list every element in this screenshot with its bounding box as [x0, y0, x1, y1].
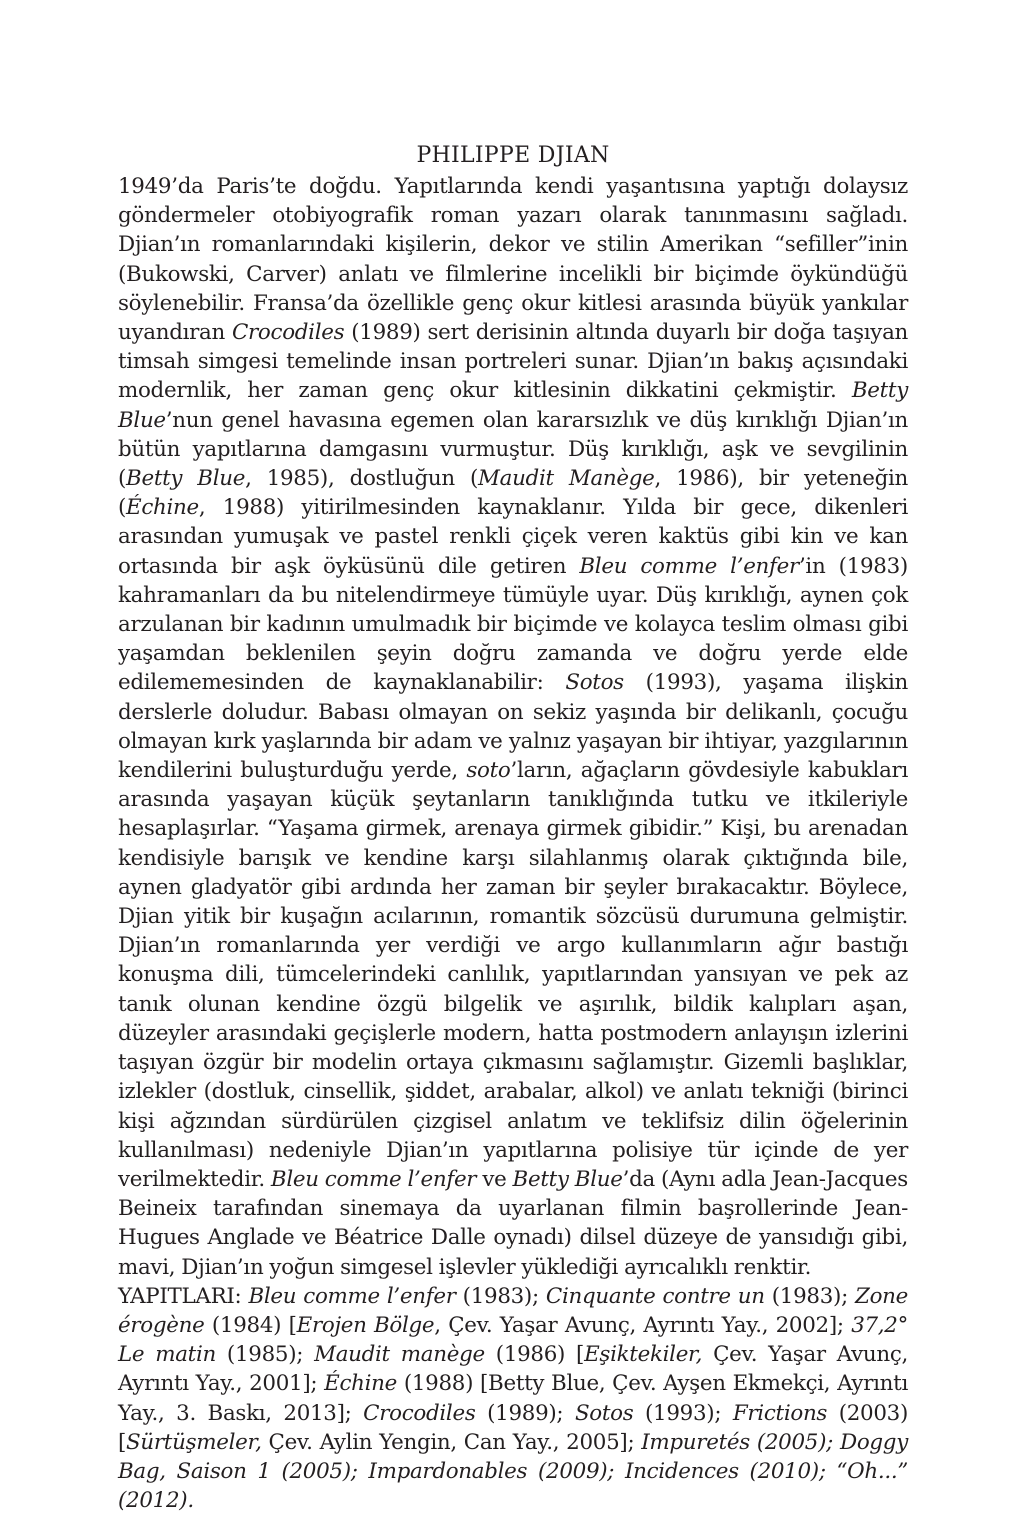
work-detail: (2003) [	[118, 1400, 909, 1455]
work-detail: (1986) [	[484, 1342, 585, 1368]
work-title: Bleu comme l’enfer	[270, 1166, 477, 1192]
bio-text: ’da (Aynı adla Jean-Jacques Beineix tarafından sinemaya da uyarlanan filmin başrollerinde Jean-Hugues Anglade ve Béatrice Dalle oynadı) dilsel düzeye de yansıdığı gibi, mavi, Djian’ın yoğun simgesel işlevler yüklediği ayrıcalıklı renktir.	[118, 1166, 908, 1280]
work-detail: (1985);	[215, 1342, 315, 1368]
work-title: Maudit Manège	[478, 466, 655, 492]
biography-paragraph	[118, 172, 908, 1282]
work-title: Crocodiles	[363, 1400, 476, 1426]
work-title: soto	[466, 758, 511, 784]
work-title: Bleu comme l’enfer	[248, 1283, 456, 1309]
bio-text: (1993), yaşama ilişkin derslerle doludur. Babası olmayan on sekiz yaşında bir delikanlı, çocuğu olmayan kırk yaşlarında bir adam ve yalnız yaşayan bir ihtiyar, yazgılarının kendilerini buluşturduğu yerde,	[118, 670, 908, 784]
works-label: YAPITLARI:	[118, 1283, 249, 1309]
works-list	[118, 1282, 908, 1516]
bio-text: ’in (1983) kahramanları da bu nitelendirmeye tümüyle uyar. Düş kırıklığı, aynen çok arzulanan bir kadının umulmadık bir biçimde ve kolayca teslim olması gibi yaşamdan beklenilen şeyin doğru zamanda ve doğru yerde elde edilememesinden de kaynaklanabilir:	[118, 553, 908, 696]
work-title: Échine	[324, 1371, 397, 1397]
work-detail: (1983);	[455, 1283, 546, 1309]
work-title: Zone érogène	[118, 1283, 908, 1338]
bio-text: ’nun genel havasına egemen olan kararsızlık ve düş kırıklığı Djian’ın bütün yapıtlarına damgasını vurmuştur. Düş kırıklığı, aşk ve sevgilinin (	[118, 407, 908, 492]
work-title: Betty Blue	[126, 466, 246, 492]
work-title: Betty Blue	[512, 1166, 623, 1192]
bio-text: 1949’da Paris’te doğdu. Yapıtlarında kendi yaşantısına yaptığı dolaysız göndermeler otobiyografik roman yazarı olarak tanınmasını sağladı. Djian’ın romanlarındaki kişilerin, dekor ve stilin Amerikan “sefiller”inin (Bukowski, Carver) anlatı ve filmlerine incelikli bir biçimde öykündüğü söylenebilir. Fransa’da özellikle genç okur kitlesi arasında büyük yankılar uyandıran	[118, 174, 908, 346]
work-detail: (1993);	[633, 1400, 733, 1426]
work-title: 37,2° Le matin	[118, 1312, 909, 1368]
work-title: Frictions	[732, 1400, 828, 1426]
works-remainder: Impuretés (2005); Doggy Bag, Saison 1 (2005); Impardonables (2009); Incidences (2010); “Oh...” (2012).	[118, 1429, 908, 1514]
work-detail: (1988) [Betty Blue, Çev. Ayşen Ekmekçi, Ayrıntı Yay., 3. Baskı, 2013];	[118, 1371, 908, 1426]
work-title: Cinquante contre un	[545, 1283, 765, 1309]
work-detail: , Çev. Yaşar Avunç, Ayrıntı Yay., 2002];	[434, 1312, 852, 1338]
work-title: Maudit manège	[314, 1342, 485, 1368]
author-heading: PHILIPPE DJIAN	[416, 143, 610, 168]
work-title: Sotos	[565, 670, 624, 696]
work-detail: Çev. Aylin Yengin, Can Yay., 2005];	[261, 1429, 642, 1455]
bio-text: (1989) sert derisinin altında duyarlı bir doğa taşıyan timsah simgesi temelinde insan portreleri sunar. Djian’ın bakış açısındaki modernlik, her zaman genç okur kitlesinin dikkatini çekmiştir.	[118, 320, 909, 404]
bio-text: , 1985), dostluğun (	[245, 466, 479, 492]
work-detail: Çev. Yaşar Avunç, Ayrıntı Yay., 2001];	[118, 1342, 908, 1397]
work-title: Betty Blue	[118, 378, 908, 433]
translation-title: Eşiktekiler,	[584, 1342, 703, 1368]
work-title: Sotos	[574, 1400, 634, 1426]
work-title: Bleu comme l’enfer	[579, 553, 799, 579]
bio-text: ’ların, ağaçların gövdesiyle kabukları arasında yaşayan küçük şeytanların tanıklığında tutku ve itkileriyle hesaplaşırlar. “Yaşama girmek, arenaya girmek gibidir.” Kişi, bu arenadan kendisiyle barışık ve kendine karşı silahlanmış olarak çıktığında bile, aynen gladyatör gibi ardında her zaman bir şeyler bırakacaktır. Böylece, Djian yitik bir kuşağın acılarının, romantik sözcüsü durumuna gelmiştir. Djian’ın romanlarında yer verdiği ve argo kullanımların ağır bastığı konuşma dili, tümcelerindeki canlılık, yapıtlarından yansıyan ve pek az tanık olunan kendine özgü bilgelik ve aşırılık, bildik kalıpları aşan, düzeyler arasındaki geçişlerle modern, hatta postmodern anlayışın izlerini taşıyan özgür bir modelin ortaya çıkmasını sağlamıştır. Gizemli başlıklar, izlekler (dostluk, cinsellik, şiddet, arabalar, alkol) ve anlatı tekniği (birinci kişi ağzından sürdürülen çizgisel anlatım ve teklifsiz dilin öğelerinin kullanılması) nedeniyle Djian’ın yapıtlarına polisiye tür içinde de yer verilmektedir.	[118, 758, 908, 1192]
translation-title: Sürtüşmeler,	[126, 1429, 262, 1455]
work-title: Échine	[126, 495, 199, 521]
work-detail: (1983);	[764, 1283, 856, 1309]
work-detail: (1984) [	[204, 1312, 297, 1338]
page-content	[118, 142, 908, 1515]
work-title: Crocodiles	[231, 320, 345, 346]
bio-text: , 1986), bir yeteneğin (	[118, 466, 908, 521]
bio-text: , 1988) yitirilmesinden kaynaklanır. Yılda bir gece, dikenleri arasından yumuşak ve pastel renkli çiçek veren kaktüs gibi kin ve kan ortasında bir aşk öyküsünü dile getiren	[118, 495, 908, 579]
translation-title: Erojen Bölge	[296, 1312, 435, 1338]
bio-text: ve	[476, 1166, 513, 1192]
work-detail: (1989);	[475, 1400, 575, 1426]
